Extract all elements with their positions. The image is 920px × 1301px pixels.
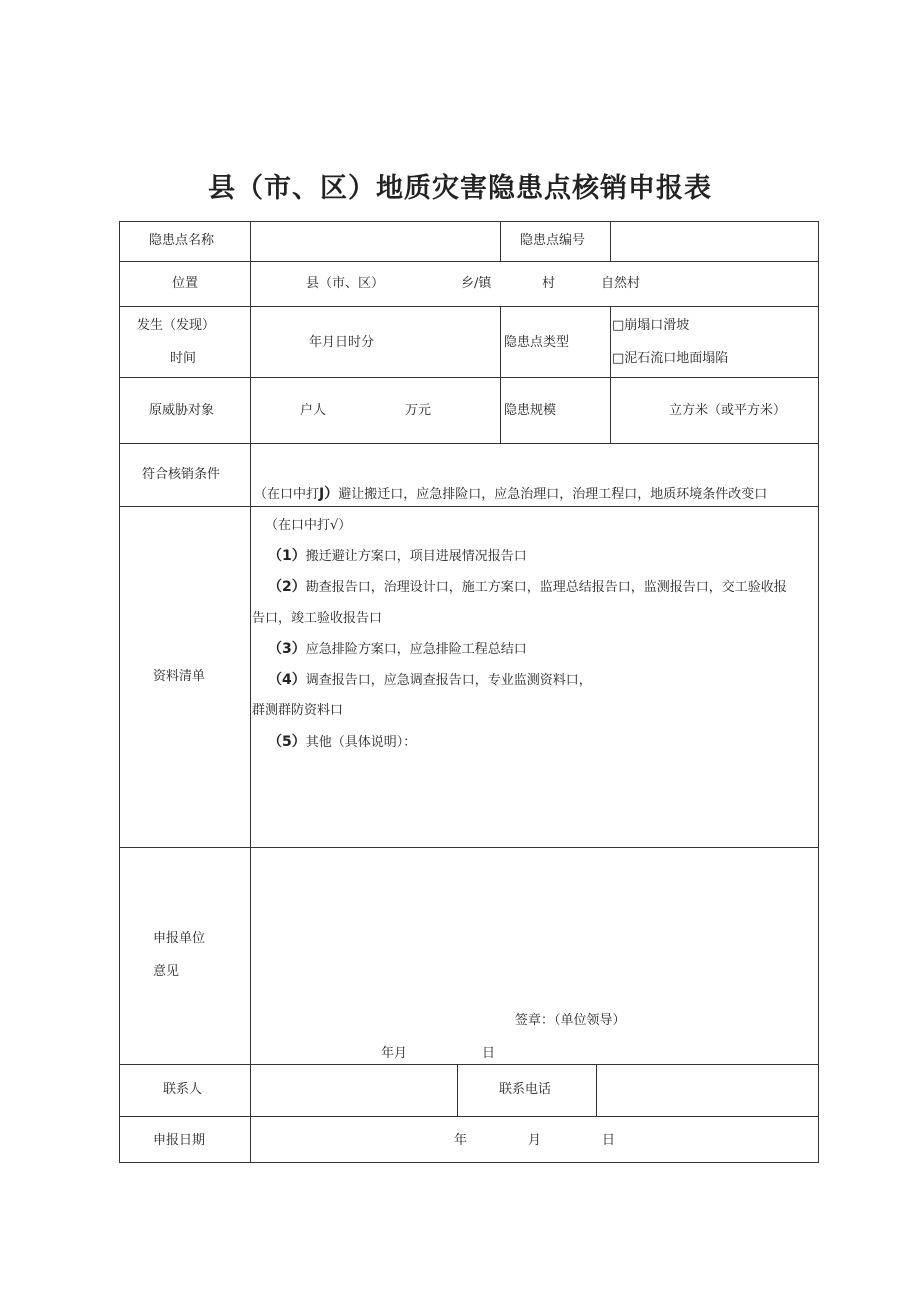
materials-item-2-cont[interactable]: 告口，竣工验收报告口 (252, 611, 383, 626)
materials-item-4[interactable] (268, 672, 592, 689)
divider (610, 306, 611, 443)
divider (119, 847, 819, 848)
divider (500, 221, 501, 261)
divider (596, 1064, 597, 1116)
report-date-label: 申报日期 (153, 1133, 206, 1148)
hazard-scale-label: 隐患规模 (504, 403, 557, 418)
materials-item-2[interactable] (268, 579, 787, 596)
materials-item-4-cont[interactable]: 群测群防资料口 (252, 703, 344, 718)
report-date-month: 月 (528, 1133, 542, 1148)
divider (119, 1116, 819, 1117)
divider (119, 506, 819, 507)
border-bottom (119, 1162, 819, 1163)
hazard-code-label: 隐患点编号 (520, 233, 586, 248)
opinion-day: 日 (482, 1046, 496, 1061)
divider (119, 306, 819, 307)
cancel-condition-label: 符合核销条件 (142, 467, 221, 482)
label-column-divider (250, 221, 251, 1163)
item-text: 调查报告口，应急调查报告口，专业监测资料口， (305, 673, 592, 688)
unit-opinion-label-2: 意见 (153, 964, 180, 979)
occurrence-time-label-2: 时间 (170, 351, 197, 366)
divider (119, 377, 819, 378)
hazard-name-field[interactable] (252, 223, 498, 260)
materials-item-1[interactable] (268, 548, 527, 565)
divider (119, 261, 819, 262)
hazard-name-label: 隐患点名称 (149, 233, 215, 248)
hazard-code-field[interactable] (612, 223, 816, 260)
check-mark: J） (319, 486, 339, 502)
item-number: （5） (268, 734, 306, 750)
item-text: 其他（具体说明）： (305, 735, 417, 750)
item-number: （3） (268, 641, 306, 657)
occurrence-time-value: 年月日时分 (309, 335, 375, 350)
divider (119, 443, 819, 444)
border-top (119, 221, 819, 222)
item-text: 搬迁避让方案口，项目进展情况报告口 (305, 549, 527, 564)
hazard-type-option-1[interactable]: □崩塌口滑坡 (612, 318, 690, 333)
form-title: 县（市、区）地质灾害隐患点核销申报表 (208, 173, 712, 204)
report-date-year: 年 (454, 1133, 468, 1148)
unit-opinion-label-1: 申报单位 (153, 931, 206, 946)
unit-opinion-field[interactable] (252, 850, 816, 1000)
item-number: （1） (268, 548, 306, 564)
cancel-condition-text (254, 486, 767, 503)
report-date-day: 日 (602, 1133, 616, 1148)
divider (457, 1064, 458, 1116)
location-natural-village: 自然村 (601, 276, 641, 291)
materials-label: 资料清单 (153, 669, 206, 684)
location-county: 县（市、区） (306, 276, 385, 291)
hazard-scale-unit: 立方米（或平方米） (669, 403, 787, 418)
opinion-date: 年月 (381, 1046, 408, 1061)
item-text: 勘查报告口，治理设计口，施工方案口，监理总结报告口，监测报告口，交工验收报 (305, 580, 787, 595)
materials-item-5[interactable] (268, 734, 416, 751)
contact-person-label: 联系人 (163, 1082, 203, 1097)
border-right (818, 221, 819, 1163)
item-number: （2） (268, 579, 306, 595)
contact-person-field[interactable] (252, 1066, 456, 1115)
cancel-condition-prefix: （在口中打 (254, 487, 320, 502)
divider (119, 1064, 819, 1065)
hazard-type-option-2[interactable]: □泥石流口地面塌陷 (612, 351, 729, 366)
hazard-type-label: 隐患点类型 (504, 335, 570, 350)
contact-phone-field[interactable] (598, 1066, 816, 1115)
location-town: 乡/镇 (461, 276, 492, 291)
threat-object-label: 原威胁对象 (149, 403, 215, 418)
threat-money: 万元 (405, 403, 432, 418)
divider (500, 306, 501, 443)
location-village: 村 (542, 276, 556, 291)
cancel-condition-options[interactable]: 避让搬迁口，应急排险口，应急治理口，治理工程口，地质环境条件改变口 (338, 487, 768, 502)
threat-households: 户人 (300, 403, 327, 418)
occurrence-time-label-1: 发生（发现） (137, 318, 216, 333)
item-text: 应急排险方案口，应急排险工程总结口 (305, 642, 527, 657)
location-label: 位置 (172, 276, 199, 291)
contact-phone-label: 联系电话 (499, 1082, 552, 1097)
item-number: （4） (268, 672, 306, 688)
divider (610, 221, 611, 261)
border-left (119, 221, 120, 1163)
materials-intro: （在口中打√） (265, 518, 352, 533)
signature-label: 签章：（单位领导） (515, 1013, 626, 1028)
materials-item-3[interactable] (268, 641, 527, 658)
